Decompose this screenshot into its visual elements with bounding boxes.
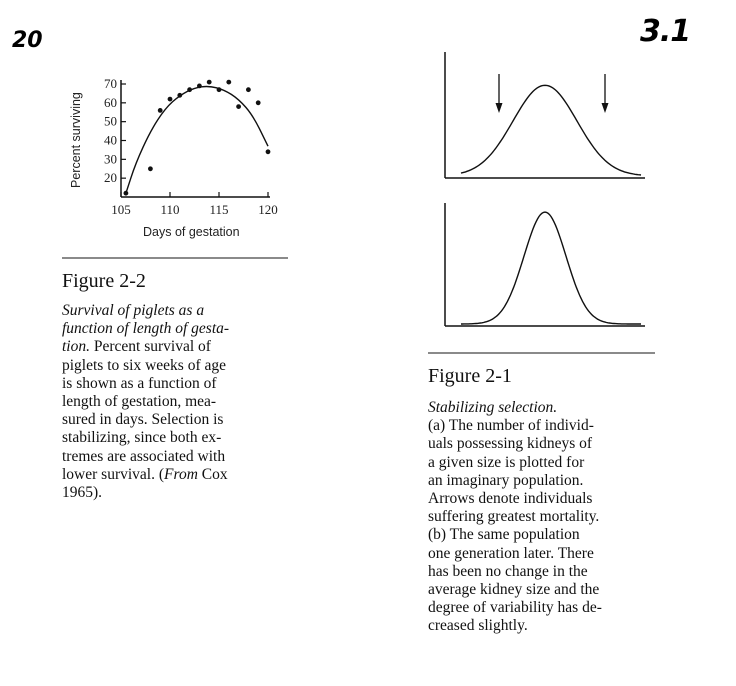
panel-a-curve — [461, 85, 641, 175]
y-tick-label: 20 — [104, 170, 117, 186]
y-tick-label: 30 — [104, 151, 117, 167]
fit-curve — [126, 87, 268, 194]
mortality-arrowhead — [496, 103, 503, 113]
x-axis-label: Days of gestation — [143, 225, 240, 239]
figure-2-2-caption-body: Percent survival of piglets to six weeks of age is shown as a function of length of gestation, mea- sured in days. Selection is stabilizing, since both ex- tremes are associated with lower survival. ( — [62, 338, 227, 483]
data-point — [168, 97, 173, 102]
figure-2-1-caption — [428, 399, 668, 636]
x-tick-label: 115 — [209, 202, 229, 217]
figure-2-2-title: Figure 2-2 — [62, 270, 146, 292]
data-point — [197, 84, 202, 89]
x-tick-label: 110 — [160, 202, 180, 217]
x-tick-label: 120 — [258, 202, 278, 217]
data-point — [124, 191, 129, 196]
y-tick-label: 40 — [104, 132, 117, 148]
data-point — [187, 87, 192, 92]
y-tick-label: 50 — [104, 113, 117, 129]
data-point — [236, 104, 241, 109]
mortality-arrowhead — [602, 103, 609, 113]
y-axis-label: Percent surviving — [69, 92, 83, 188]
figure-2-1-title: Figure 2-1 — [428, 365, 512, 387]
figure-2-1-caption-body: (a) The number of individ- uals possessing kidneys of a given size is plotted for an imaginary population. Arrows denote individuals suffering greatest mortality. (b) The same population one generation later. There has been no change in the average kidney size and the degree of variability has de- creased slightly. — [428, 417, 602, 635]
data-point — [217, 87, 222, 92]
y-tick-label: 70 — [104, 76, 117, 91]
data-point — [148, 166, 153, 171]
survival-chart — [69, 76, 278, 239]
panel-b-curve — [461, 212, 641, 324]
figure-2-1-caption-italic: Stabilizing selection. — [428, 399, 558, 416]
data-point — [256, 100, 261, 105]
data-point — [207, 80, 212, 85]
data-point — [266, 149, 271, 154]
data-point — [246, 87, 251, 92]
y-tick-label: 60 — [104, 94, 117, 110]
distribution-panel-b — [445, 203, 645, 326]
handwritten-page-number: 20 — [12, 28, 43, 53]
distribution-panel-a — [445, 52, 645, 178]
data-point — [226, 80, 231, 85]
x-tick-label: 105 — [111, 202, 131, 217]
figure-2-2-caption-source: Cox 1965). — [62, 465, 228, 502]
data-point — [158, 108, 163, 113]
figure-2-2-caption — [62, 302, 302, 502]
figure-2-2-caption-italic: Survival of piglets as a function of length of gesta- tion. — [62, 302, 230, 356]
data-point — [177, 93, 182, 98]
handwritten-label: 3.1 — [640, 14, 691, 49]
figure-2-2-caption-source-italic: From — [164, 465, 198, 483]
